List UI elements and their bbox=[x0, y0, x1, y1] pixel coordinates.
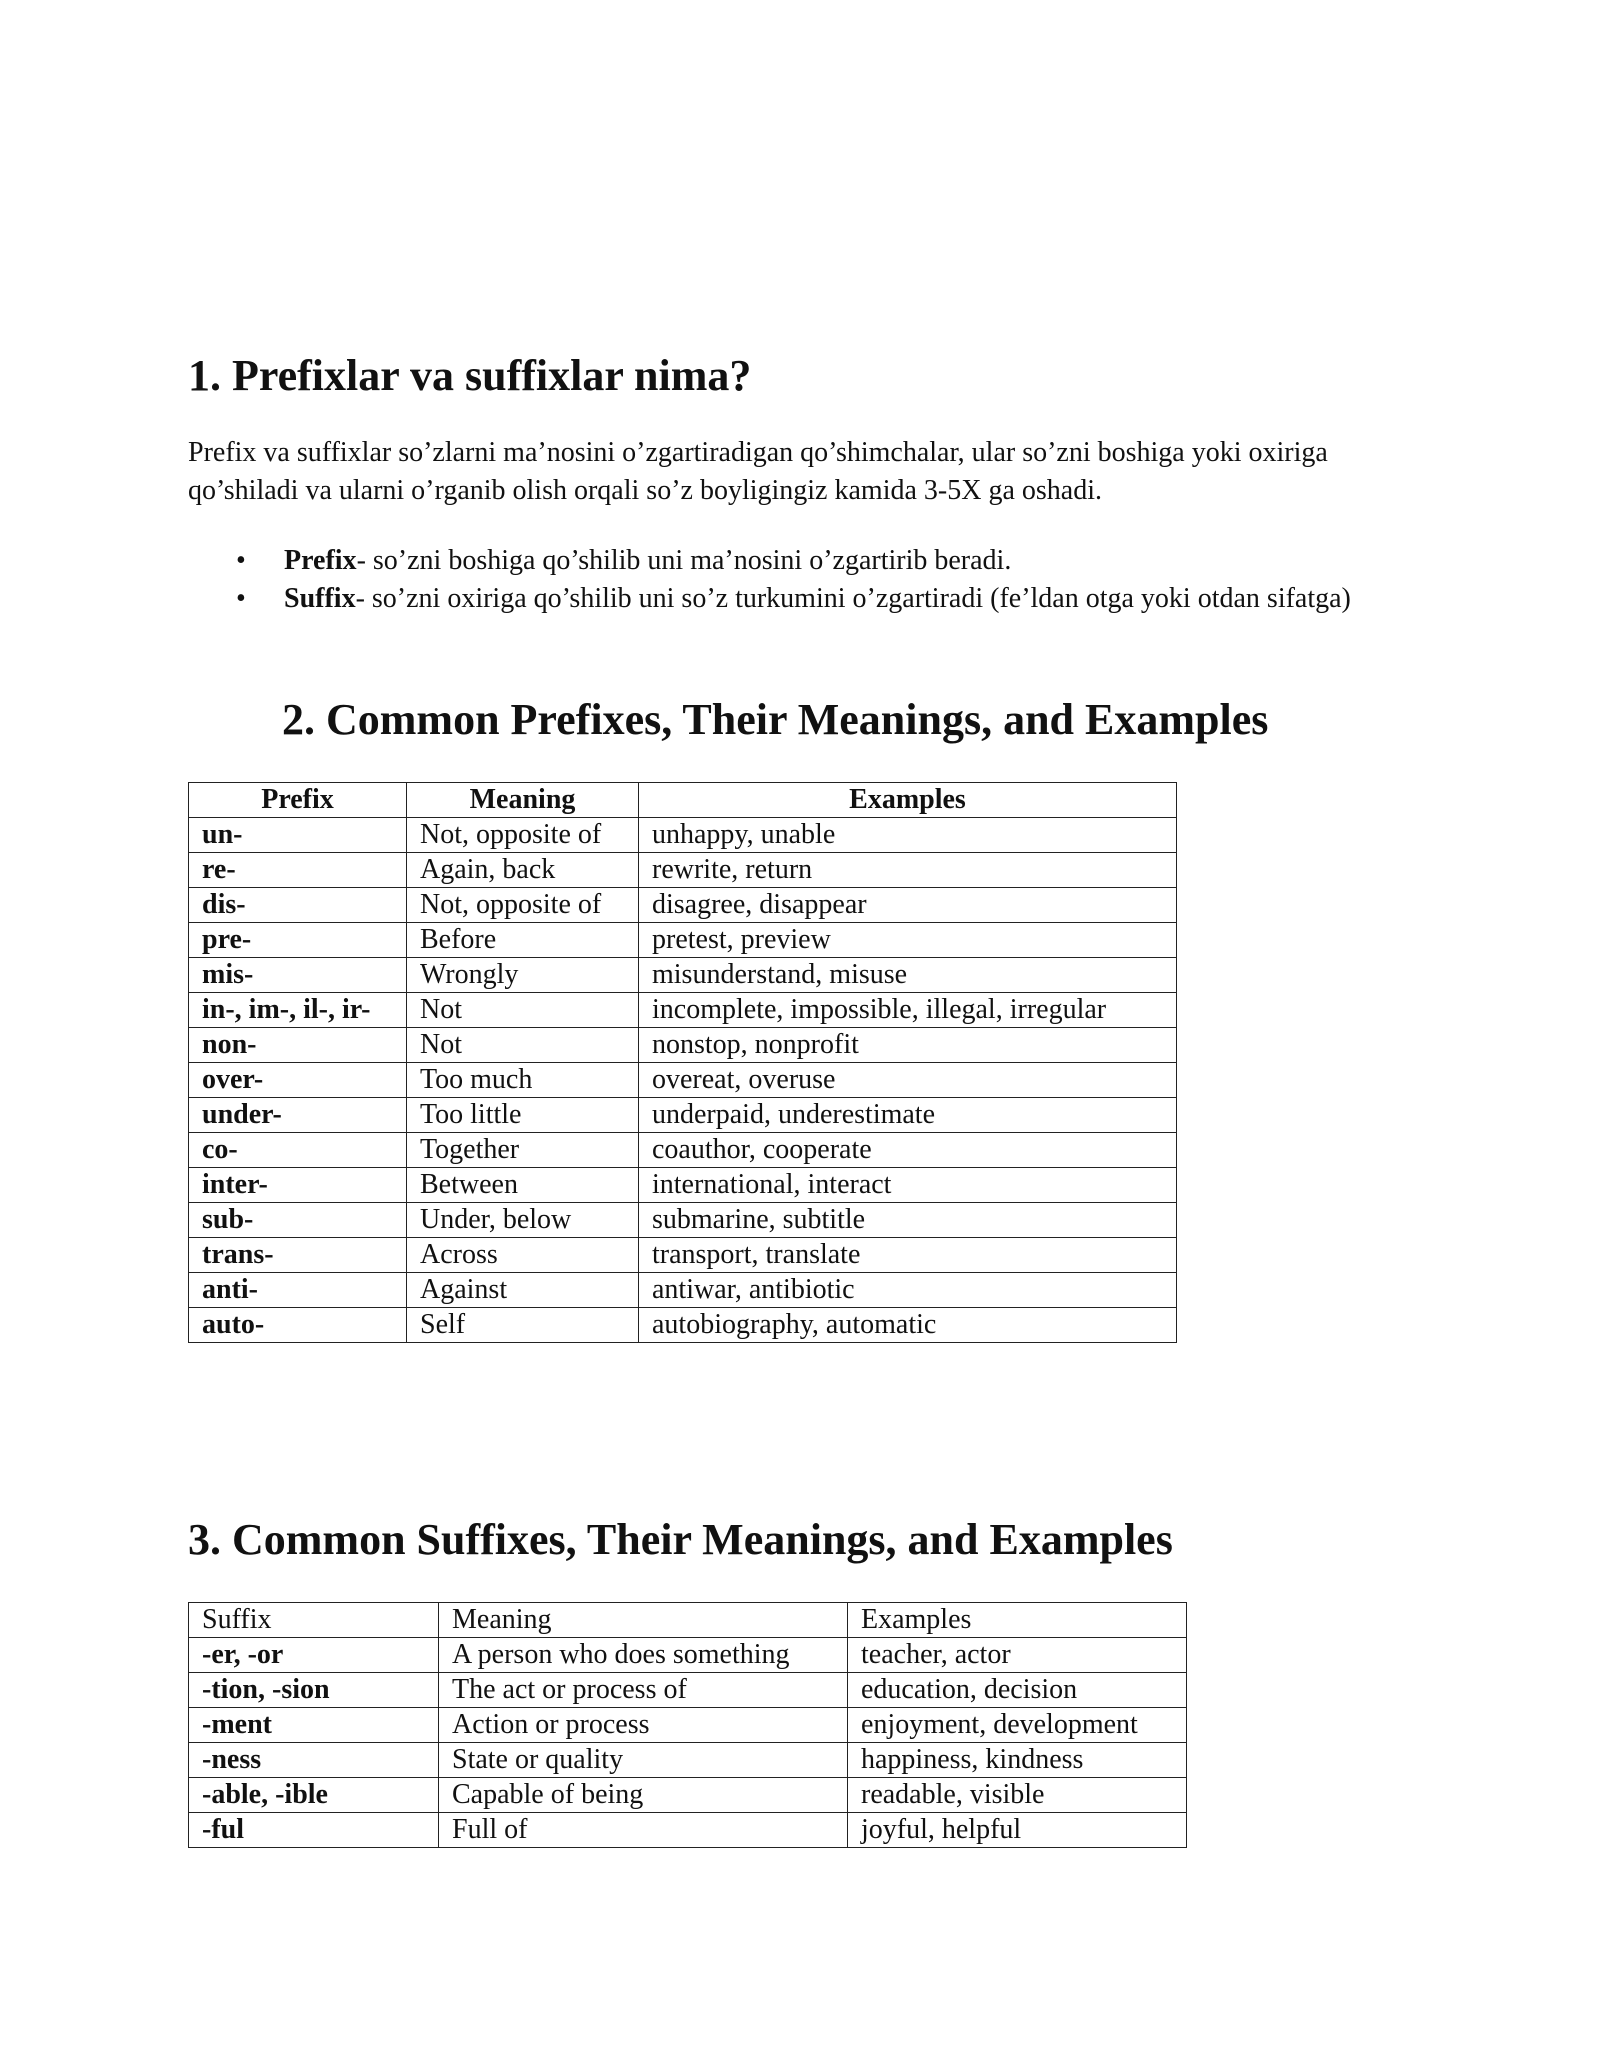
bullet-term: Prefix bbox=[284, 545, 357, 576]
table-header-row bbox=[189, 783, 1177, 818]
affix-cell: -er, -or bbox=[189, 1638, 439, 1673]
affix-cell: co- bbox=[189, 1133, 407, 1168]
meaning-cell: State or quality bbox=[439, 1743, 848, 1778]
table-row bbox=[189, 1028, 1177, 1063]
affix-cell: -able, -ible bbox=[189, 1778, 439, 1813]
examples-cell: coauthor, cooperate bbox=[639, 1133, 1177, 1168]
meaning-cell: Between bbox=[407, 1168, 639, 1203]
table-header-row bbox=[189, 1603, 1187, 1638]
examples-cell: enjoyment, development bbox=[848, 1708, 1187, 1743]
examples-cell: rewrite, return bbox=[639, 853, 1177, 888]
meaning-cell: Too little bbox=[407, 1098, 639, 1133]
examples-cell: joyful, helpful bbox=[848, 1813, 1187, 1848]
affix-cell: mis- bbox=[189, 958, 407, 993]
affix-cell: un- bbox=[189, 818, 407, 853]
meaning-cell: Under, below bbox=[407, 1203, 639, 1238]
bullet-item-suffix bbox=[188, 580, 1428, 618]
table-row bbox=[189, 1203, 1177, 1238]
meaning-cell: Across bbox=[407, 1238, 639, 1273]
meaning-cell: The act or process of bbox=[439, 1673, 848, 1708]
affix-cell: under- bbox=[189, 1098, 407, 1133]
meaning-cell: Capable of being bbox=[439, 1778, 848, 1813]
table-row bbox=[189, 1638, 1187, 1673]
affix-cell: -tion, -sion bbox=[189, 1673, 439, 1708]
prefix-table bbox=[188, 782, 1177, 1343]
examples-cell: happiness, kindness bbox=[848, 1743, 1187, 1778]
affix-cell: non- bbox=[189, 1028, 407, 1063]
table-row bbox=[189, 1778, 1187, 1813]
bullet-dot-icon: • bbox=[236, 545, 246, 576]
affix-cell: pre- bbox=[189, 923, 407, 958]
bullet-term: Suffix bbox=[284, 583, 356, 614]
intro-paragraph: Prefix va suffixlar so’zlarni ma’nosini o’zgartiradigan qo’shimchalar, ular so’zni boshiga yoki oxiriga qo’shiladi va ularni o’rganib olish orqali so’z boyligingiz kamida 3-5X ga oshadi. bbox=[188, 437, 1328, 506]
meaning-cell: Self bbox=[407, 1308, 639, 1343]
meaning-cell: Not, opposite of bbox=[407, 818, 639, 853]
meaning-cell: Before bbox=[407, 923, 639, 958]
table-row bbox=[189, 888, 1177, 923]
meaning-cell: A person who does something bbox=[439, 1638, 848, 1673]
column-header: Suffix bbox=[189, 1603, 439, 1638]
table-row bbox=[189, 1133, 1177, 1168]
table-row bbox=[189, 1063, 1177, 1098]
bullet-item-prefix bbox=[188, 542, 1428, 580]
bullet-text: - so’zni boshiga qo’shilib uni ma’nosini o’zgartirib beradi. bbox=[356, 545, 1012, 576]
meaning-cell: Wrongly bbox=[407, 958, 639, 993]
examples-cell: overeat, overuse bbox=[639, 1063, 1177, 1098]
affix-cell: -ment bbox=[189, 1708, 439, 1743]
examples-cell: readable, visible bbox=[848, 1778, 1187, 1813]
section-3-heading: 3. Common Suffixes, Their Meanings, and Examples bbox=[188, 1515, 1173, 1564]
affix-cell: over- bbox=[189, 1063, 407, 1098]
affix-cell: dis- bbox=[189, 888, 407, 923]
section-1-heading: 1. Prefixlar va suffixlar nima? bbox=[188, 351, 752, 400]
examples-cell: international, interact bbox=[639, 1168, 1177, 1203]
affix-cell: re- bbox=[189, 853, 407, 888]
examples-cell: teacher, actor bbox=[848, 1638, 1187, 1673]
examples-cell: submarine, subtitle bbox=[639, 1203, 1177, 1238]
section-2-heading: 2. Common Prefixes, Their Meanings, and Examples bbox=[282, 695, 1269, 744]
affix-cell: anti- bbox=[189, 1273, 407, 1308]
bullet-dot-icon: • bbox=[236, 583, 246, 614]
meaning-cell: Action or process bbox=[439, 1708, 848, 1743]
meaning-cell: Not, opposite of bbox=[407, 888, 639, 923]
examples-cell: education, decision bbox=[848, 1673, 1187, 1708]
table-row bbox=[189, 1273, 1177, 1308]
affix-cell: -ful bbox=[189, 1813, 439, 1848]
table-row bbox=[189, 958, 1177, 993]
examples-cell: antiwar, antibiotic bbox=[639, 1273, 1177, 1308]
column-header: Prefix bbox=[189, 783, 407, 818]
meaning-cell: Again, back bbox=[407, 853, 639, 888]
affix-cell: inter- bbox=[189, 1168, 407, 1203]
suffix-table bbox=[188, 1602, 1187, 1848]
table-row bbox=[189, 1673, 1187, 1708]
table-row bbox=[189, 1098, 1177, 1133]
affix-cell: auto- bbox=[189, 1308, 407, 1343]
column-header: Examples bbox=[848, 1603, 1187, 1638]
examples-cell: disagree, disappear bbox=[639, 888, 1177, 923]
meaning-cell: Against bbox=[407, 1273, 639, 1308]
meaning-cell: Together bbox=[407, 1133, 639, 1168]
affix-cell: in-, im-, il-, ir- bbox=[189, 993, 407, 1028]
bullet-text: - so’zni oxiriga qo’shilib uni so’z turkumini o’zgartiradi (fe’ldan otga yoki otdan sifatga) bbox=[355, 583, 1351, 614]
table-row bbox=[189, 1743, 1187, 1778]
meaning-cell: Not bbox=[407, 993, 639, 1028]
table-row bbox=[189, 1168, 1177, 1203]
table-row bbox=[189, 923, 1177, 958]
table-row bbox=[189, 1813, 1187, 1848]
examples-cell: autobiography, automatic bbox=[639, 1308, 1177, 1343]
examples-cell: nonstop, nonprofit bbox=[639, 1028, 1177, 1063]
table-row bbox=[189, 818, 1177, 853]
examples-cell: underpaid, underestimate bbox=[639, 1098, 1177, 1133]
column-header: Meaning bbox=[439, 1603, 848, 1638]
column-header: Meaning bbox=[407, 783, 639, 818]
bullet-list bbox=[188, 542, 1428, 618]
table-row bbox=[189, 853, 1177, 888]
meaning-cell: Full of bbox=[439, 1813, 848, 1848]
column-header: Examples bbox=[639, 783, 1177, 818]
meaning-cell: Too much bbox=[407, 1063, 639, 1098]
affix-cell: -ness bbox=[189, 1743, 439, 1778]
examples-cell: incomplete, impossible, illegal, irregular bbox=[639, 993, 1177, 1028]
examples-cell: transport, translate bbox=[639, 1238, 1177, 1273]
examples-cell: pretest, preview bbox=[639, 923, 1177, 958]
examples-cell: unhappy, unable bbox=[639, 818, 1177, 853]
examples-cell: misunderstand, misuse bbox=[639, 958, 1177, 993]
table-row bbox=[189, 1308, 1177, 1343]
affix-cell: sub- bbox=[189, 1203, 407, 1238]
meaning-cell: Not bbox=[407, 1028, 639, 1063]
affix-cell: trans- bbox=[189, 1238, 407, 1273]
table-row bbox=[189, 993, 1177, 1028]
table-row bbox=[189, 1708, 1187, 1743]
table-row bbox=[189, 1238, 1177, 1273]
